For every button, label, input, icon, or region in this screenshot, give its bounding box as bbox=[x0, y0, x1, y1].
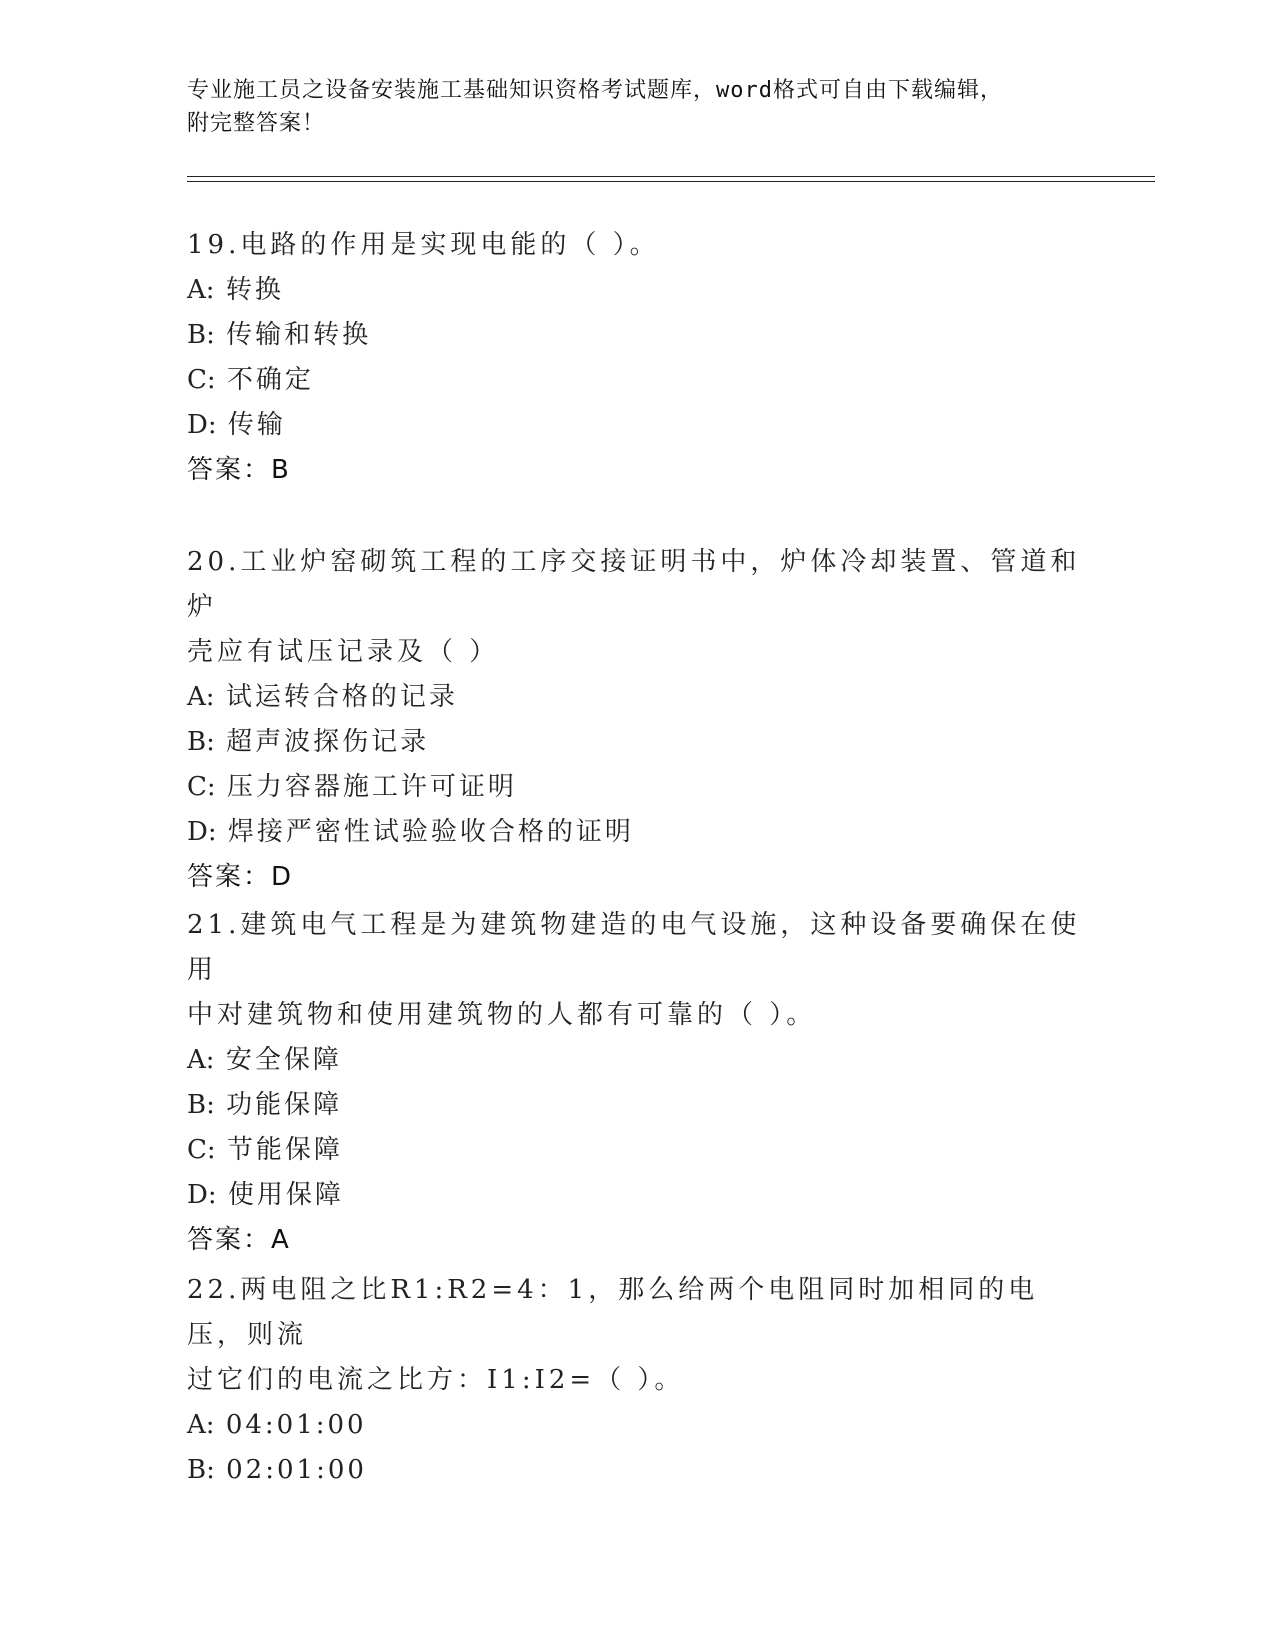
header-divider-bottom bbox=[187, 181, 1155, 182]
option-d bbox=[187, 403, 1087, 448]
option-letter: A: bbox=[187, 682, 215, 712]
option-a bbox=[187, 675, 1087, 720]
option-a bbox=[187, 1403, 1087, 1448]
option-d bbox=[187, 1173, 1087, 1218]
option-d bbox=[187, 810, 1087, 855]
document-header bbox=[187, 74, 1067, 140]
option-c bbox=[187, 358, 1087, 403]
question-stem-line-1: 22.两电阻之比R1:R2=4：1，那么给两个电阻同时加相同的电压，则流 bbox=[187, 1275, 1039, 1350]
option-letter: A: bbox=[187, 1410, 215, 1440]
question-stem-line-2: 中对建筑物和使用建筑物的人都有可靠的（ ）。 bbox=[187, 1000, 817, 1030]
option-text: 超声波探伤记录 bbox=[226, 727, 430, 757]
question-stem: 19.电路的作用是实现电能的（ ）。 bbox=[187, 230, 660, 260]
option-text: 04:01:00 bbox=[225, 1410, 367, 1440]
option-text: 功能保障 bbox=[226, 1090, 343, 1120]
option-c bbox=[187, 765, 1087, 810]
option-c bbox=[187, 1128, 1087, 1173]
question-22 bbox=[187, 1268, 1087, 1493]
header-divider-top bbox=[187, 176, 1155, 177]
option-letter: D: bbox=[187, 410, 217, 440]
option-letter: C: bbox=[187, 365, 216, 395]
option-letter: C: bbox=[187, 1135, 216, 1165]
option-letter: B: bbox=[187, 1090, 215, 1120]
option-letter: D: bbox=[187, 817, 217, 847]
answer-line: 答案：A bbox=[187, 1225, 291, 1255]
option-text: 使用保障 bbox=[227, 1180, 344, 1210]
option-b bbox=[187, 1083, 1087, 1128]
option-letter: C: bbox=[187, 772, 216, 802]
option-text: 传输和转换 bbox=[226, 320, 372, 350]
question-stem-line-1: 20.工业炉窑砌筑工程的工序交接证明书中，炉体冷却装置、管道和炉 bbox=[187, 547, 1081, 622]
option-a bbox=[187, 268, 1087, 313]
option-text: 节能保障 bbox=[226, 1135, 343, 1165]
question-19 bbox=[187, 223, 1087, 493]
option-text: 安全保障 bbox=[225, 1045, 342, 1075]
question-20 bbox=[187, 540, 1087, 900]
header-title-line-1: 专业施工员之设备安装施工基础知识资格考试题库，word格式可自由下载编辑， bbox=[187, 78, 1003, 103]
option-text: 转换 bbox=[225, 275, 284, 305]
answer-line: 答案：D bbox=[187, 862, 294, 892]
option-text: 不确定 bbox=[226, 365, 314, 395]
option-text: 焊接严密性试验验收合格的证明 bbox=[227, 817, 634, 847]
option-text: 传输 bbox=[227, 410, 286, 440]
header-title-line-2: 附完整答案！ bbox=[187, 111, 326, 136]
question-stem-line-2: 过它们的电流之比方：I1:I2=（ ）。 bbox=[187, 1365, 685, 1395]
question-stem-line-2: 壳应有试压记录及（ ） bbox=[187, 637, 500, 667]
option-letter: A: bbox=[187, 275, 215, 305]
option-letter: B: bbox=[187, 727, 215, 757]
option-letter: B: bbox=[187, 320, 215, 350]
option-b bbox=[187, 720, 1087, 765]
option-letter: B: bbox=[187, 1455, 215, 1485]
option-letter: A: bbox=[187, 1045, 215, 1075]
question-21 bbox=[187, 903, 1087, 1263]
question-stem-line-1: 21.建筑电气工程是为建筑物建造的电气设施，这种设备要确保在使用 bbox=[187, 910, 1081, 985]
option-letter: D: bbox=[187, 1180, 217, 1210]
option-text: 02:01:00 bbox=[226, 1455, 367, 1485]
option-text: 压力容器施工许可证明 bbox=[226, 772, 517, 802]
answer-line: 答案：B bbox=[187, 455, 291, 485]
option-b bbox=[187, 313, 1087, 358]
option-a bbox=[187, 1038, 1087, 1083]
option-b bbox=[187, 1448, 1087, 1493]
option-text: 试运转合格的记录 bbox=[225, 682, 458, 712]
